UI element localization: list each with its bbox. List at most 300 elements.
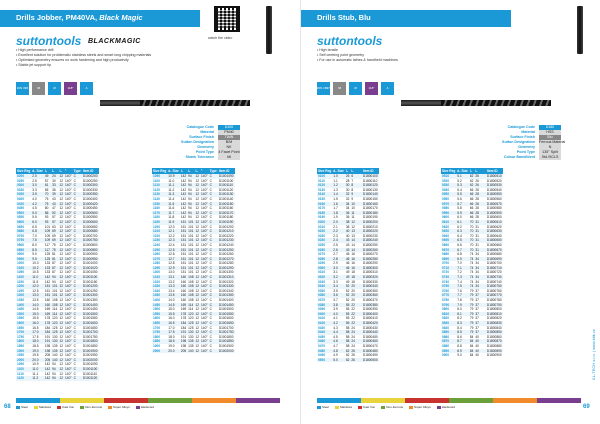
table-cell: 12 [195,229,200,234]
table-cell: 14 [351,247,355,252]
table-cell: 1700 [153,325,161,330]
table-cell: D1000550 [82,215,98,220]
drill-diagram [401,84,551,122]
table-cell: C [209,196,212,201]
legend-swatch [136,406,140,409]
table-cell: 12 [59,201,64,206]
table-cell: 0670 [441,248,456,253]
table-cell: 75 [44,202,51,207]
table-cell: 74 [469,261,474,266]
table-cell: 140° [201,192,208,197]
table-cell: 58 [345,325,350,330]
table-cell: 18.5 [32,343,39,348]
table-cell: 12.5 [32,288,39,293]
table-cell: 142 [44,376,51,381]
table-cell: 31 [475,247,479,252]
legend-text: Stainless [339,405,353,409]
table-cell: 1090 [17,362,25,367]
table-cell: D1001000 [82,261,98,266]
table-cell: 1900 [153,343,161,348]
table-cell: 0110 [318,178,325,183]
table-cell: 14.0 [31,303,44,308]
column-header: Item ID [218,168,235,174]
table-cell: 11.3 [167,192,180,197]
table-cell: 12 [59,238,64,243]
table-cell: 140° [65,178,72,183]
table-cell: 12 [195,187,200,192]
table-row [16,376,99,381]
table-cell: 94 [187,202,194,207]
table-cell: D1800140 [362,192,378,197]
table-cell: 140° [201,219,208,224]
table-cell: 8.5 [31,248,44,253]
table-cell: D1001190 [218,219,234,224]
table-cell: 12 [59,174,64,178]
table-cell: 1.7 [333,206,338,211]
table-cell: D1001330 [218,284,234,289]
table-cell: D1800750 [486,284,502,289]
table-cell: D1001090 [218,174,234,178]
table-cell: 140° [65,366,72,371]
spec-key: Catalogue Code [186,125,214,129]
table-cell: 178 [180,316,187,321]
table-cell: 84 [469,353,474,358]
table-cell: 125 [44,252,51,257]
column-header: d₁ Size [457,169,468,173]
table-cell: 140° [201,256,208,261]
table-cell: 12 [195,339,200,344]
table-cell: 74 [469,252,474,257]
table-cell: 0140 [317,192,332,197]
table-cell: 34 [475,256,479,261]
table-cell: 4.7 [333,343,338,348]
table-cell: 0100 [317,174,332,179]
table-cell: 198 [180,339,187,344]
table-cell: D1800870 [486,339,502,344]
table-cell: 26 [475,174,479,178]
table-cell: 30 [52,178,56,183]
table-cell: 4.9 [333,353,338,358]
table-cell: 0550 [17,215,25,220]
legend-segment [104,398,148,403]
table-cell: 94 [187,183,194,188]
legend-swatch [317,406,321,409]
column-header: l₂ [474,168,480,174]
table-cell: 133 [44,265,51,270]
table-cell: D1800260 [362,247,378,252]
legend-segment [317,398,361,403]
table-cell: 16 [351,256,355,261]
table-cell: 0770 [441,293,456,298]
table-cell: 0750 [16,238,31,243]
table-cell: C [73,334,76,339]
table-cell: 108 [188,284,194,289]
table-cell: D1800270 [362,252,378,257]
table-cell: D1800220 [362,229,378,234]
table-row [441,353,503,358]
table-cell: D1000350 [82,192,98,197]
table-cell: D1800680 [486,252,502,257]
table-cell: 1600 [153,316,161,321]
table-cell: D1800470 [362,343,378,348]
table-cell: 0850 [16,248,31,253]
table-cell: 12 [195,298,200,303]
table-cell: 12.7 [167,257,180,262]
table-cell: 12 [195,196,200,201]
legend-segment [148,398,192,403]
table-cell: 70 [469,224,474,229]
table-cell: D1800670 [486,247,502,252]
table-cell: 140° [65,325,72,330]
table-cell: D1800490 [362,353,378,358]
table-cell: D1800460 [362,339,378,344]
table-cell: C [73,196,76,201]
table-row [317,358,379,363]
table-cell: 18.0 [168,334,175,339]
table-cell: C [73,358,82,363]
table-cell: 12.2 [168,233,175,238]
table-cell: 87 [51,266,58,271]
table-cell: 12 [59,247,64,252]
table-cell: 34 [475,284,479,289]
table-cell: 151 [180,256,187,261]
table-cell: 24 [351,325,355,330]
table-cell: D1000650 [82,224,98,229]
table-cell: 46 [345,261,350,266]
table-cell: 1200 [16,284,31,289]
table-cell: 133 [44,261,51,266]
column-header: Size Reg [442,169,456,173]
table-cell: 12 [59,233,64,238]
table-cell: D1000700 [82,233,98,238]
table-cell: 140° [201,275,208,280]
table-cell: D1800550 [486,192,502,197]
table-cell: 18 [351,270,355,275]
table-cell: 184 [180,321,187,325]
table-cell: 0750 [441,284,456,289]
table-cell: 142 [180,192,187,197]
table-cell: 142 [180,174,187,178]
table-cell: 10.9 [167,174,180,179]
table-row [152,349,235,354]
table-cell: 1750 [152,330,167,335]
table-cell: 16.5 [167,321,180,326]
table-cell: 79 [469,316,474,321]
table-cell: 20 [351,284,355,289]
table-cell: C [209,349,218,354]
table-cell: 142 [44,362,51,367]
table-cell: 1200 [153,224,161,229]
table-cell: D1800160 [362,201,378,206]
table-cell: D1800880 [486,343,502,348]
column-header: d₁ Size [32,169,43,173]
column-header: Item ID [362,168,379,174]
table-cell: 0190 [318,215,326,220]
table-cell: 84 [469,339,474,344]
table-cell: 80 [44,206,49,211]
table-cell: 1.3 [333,187,338,192]
table-cell: 57 [52,215,56,220]
table-cell: 28 [475,215,479,220]
table-cell: 16 [351,261,355,266]
table-cell: 151 [180,233,187,238]
table-cell: C [209,298,212,303]
table-cell: C [73,330,82,335]
legend-label [358,405,375,409]
table-cell: D1001120 [82,376,98,381]
table-cell: 12 [59,183,64,188]
table-cell: 8.0 [32,242,37,247]
table-cell: 12.3 [167,238,180,243]
table-cell: D1800100 [362,174,378,178]
column-header: Size Reg [17,169,31,173]
legend-label [409,405,431,409]
table-cell: 140° [201,343,208,348]
table-cell: 2.7 [333,252,338,257]
spec-key: Colour Band/Ident [503,155,535,159]
table-cell: C [73,202,82,207]
table-cell: 0900 [442,353,450,358]
table-cell: D1800350 [362,288,378,293]
column-header: l₂ [187,168,194,174]
spec-key: Geometry [197,145,214,149]
table-cell: C [73,339,82,344]
table-cell: 0210 [318,224,326,229]
legend-text: Hardened [441,405,455,409]
legend-segment [449,398,493,403]
table-cell: 0540 [442,187,450,192]
table-cell: 12 [59,376,64,381]
table-cell: 36 [52,187,56,192]
table-cell: C [209,202,218,207]
table-cell: 140° [201,196,208,201]
table-cell: D1800620 [486,224,502,229]
table-cell: 140° [65,284,72,289]
table-cell: D1000750 [82,238,98,243]
table-cell: 12 [195,219,200,224]
table-cell: D1800150 [362,196,378,201]
table-cell: 0830 [441,321,456,326]
table-cell: 84 [469,348,474,353]
table-cell: 1500 [16,312,31,317]
table-cell: 4.0 [332,312,345,317]
table-cell: 79 [469,325,474,330]
table-cell: 101 [188,219,194,224]
table-cell: 32 [345,196,350,201]
table-cell: 79 [469,321,474,325]
table-cell: 0530 [441,183,456,188]
table-cell: 52 [345,284,350,289]
table-cell: 101 [188,261,194,266]
table-cell: 108 [188,279,194,284]
table-cell: 108 [188,293,194,298]
table-cell: 12 [195,343,200,348]
table-cell: 6.5 [456,238,469,243]
table-cell: D1800600 [486,215,502,220]
table-cell: 37 [475,298,479,303]
table-cell: D1000330 [82,187,98,192]
table-cell: 13.0 [168,270,175,275]
table-cell: 140° [65,270,72,275]
table-cell: D1001100 [218,178,234,183]
table-cell: 0690 [441,257,456,262]
table-cell: 1110 [152,183,167,188]
spec-icon: h8 [32,82,45,95]
table-cell: 14 [351,242,355,247]
table-cell: 40 [475,339,479,344]
material-legend [317,398,581,414]
table-cell: 140° [201,298,208,303]
table-cell: D1001170 [218,210,234,215]
table-cell: 12.9 [167,266,180,271]
table-cell: 1120 [16,376,31,381]
table-cell: 12 [59,325,64,330]
table-cell: 24 [51,174,58,179]
table-cell: C [73,238,82,243]
table-cell: 1250 [152,248,167,253]
table-cell: 7.7 [456,293,469,298]
table-cell: 6.8 [457,252,462,257]
table-cell: 28 [475,210,479,215]
table-cell: C [209,178,212,183]
spec-icon: Ø [349,82,362,95]
table-cell: 0420 [317,321,332,326]
table-cell: 12 [195,316,200,321]
table-cell: C [73,312,82,317]
table-cell: D1800500 [362,357,378,362]
table-cell: 140° [201,334,208,339]
table-cell: C [209,261,212,266]
table-cell: 4.2 [332,321,345,326]
table-cell: C [209,330,218,335]
table-cell: 140° [65,210,72,215]
table-cell: 8.2 [457,316,462,321]
table-cell: 140° [65,371,72,376]
table-cell: D1800410 [362,316,378,321]
spec-value: Blu [539,135,561,140]
table-cell: D1000200 [82,174,98,178]
legend-swatch [335,406,339,409]
table-cell: 0350 [16,192,31,197]
feature-item: • Stable jet support tip [16,63,52,67]
table-cell: 40 [345,233,350,238]
table-cell: 2.4 [332,238,345,243]
table-cell: 57 [51,220,58,225]
table-cell: C [209,307,212,312]
table-cell: D1001290 [218,265,234,270]
table-cell: 8.4 [457,325,462,330]
table-cell: 94 [52,362,56,367]
table-cell: 5.4 [457,187,462,192]
table-cell: 140° [201,187,208,192]
table-cell: C [73,233,76,238]
table-cell: D1800760 [486,288,502,293]
table-cell: C [209,229,218,234]
table-cell: 8.0 [457,307,462,312]
table-cell: 0330 [17,187,25,192]
table-cell: 20 [351,298,355,303]
table-cell: 69 [52,233,56,238]
brand-logo: suttontools [317,34,383,48]
table-cell: 0550 [441,192,456,197]
table-cell: 0420 [16,202,31,207]
table-cell: D1800690 [486,256,502,261]
table-cell: 2.8 [332,257,345,262]
table-cell: 12 [195,233,200,238]
table-cell: D1000900 [82,252,98,257]
table-cell: 10 [351,201,355,206]
table-cell: 101 [44,224,51,229]
table-cell: 1.2 [332,183,345,188]
table-cell: 43 [345,247,350,252]
table-cell: D1800230 [362,233,378,238]
table-cell: C [209,316,212,321]
spec-value: TiAlN [218,135,240,140]
table-cell: 2.5 [333,242,338,247]
table-cell: 0640 [442,233,450,238]
table-cell: 94 [188,187,192,192]
table-cell: D1800720 [486,270,502,275]
table-cell: 37 [475,293,479,298]
table-cell: 16 [351,252,355,257]
table-cell: D1800770 [486,293,502,298]
table-cell: 140° [201,238,208,243]
table-cell: 151 [180,238,187,243]
qr-code[interactable] [214,6,240,32]
table-cell: D1800660 [486,242,502,247]
table-cell: C [73,288,76,293]
table-cell: 28 [475,206,479,211]
table-cell: 140° [65,334,72,339]
table-cell: 140° [201,307,208,312]
spec-icon: 118° [365,82,378,95]
table-cell: C [73,257,82,262]
table-cell: 198 [180,343,187,348]
table-cell: 65 [44,187,49,192]
table-cell: 0170 [318,206,326,211]
table-cell: 79 [469,302,474,307]
table-cell: 24 [351,339,355,344]
legend-label [136,405,154,409]
table-cell: 184 [180,325,187,330]
column-header: Type [209,169,217,173]
table-cell: 140° [65,316,72,321]
table-cell: 12 [195,256,200,261]
table-cell: C [209,252,212,257]
table-cell: 30 [345,183,350,188]
table-cell: 43 [345,242,350,247]
column-header: ° [200,168,209,174]
spec-key: Catalogue Code [507,125,535,129]
table-cell: 31 [475,229,479,234]
table-cell: D1800850 [486,330,502,335]
table-cell: 7 [351,178,354,183]
table-cell: 5.7 [456,202,469,207]
table-cell: 0860 [442,334,450,339]
spec-value: Ferrous Material [539,140,566,144]
drill-diagram [100,84,250,122]
table-cell: C [73,270,76,275]
spec-table [481,125,566,160]
table-cell: 0580 [442,206,450,211]
table-cell: 12.5 [167,248,180,253]
table-cell: 140° [65,275,72,280]
table-cell: 49 [44,174,51,179]
table-cell: 17.5 [167,330,180,335]
table-cell: 160 [44,302,51,307]
table-cell: 140° [65,183,72,188]
table-cell: 37 [475,307,479,312]
